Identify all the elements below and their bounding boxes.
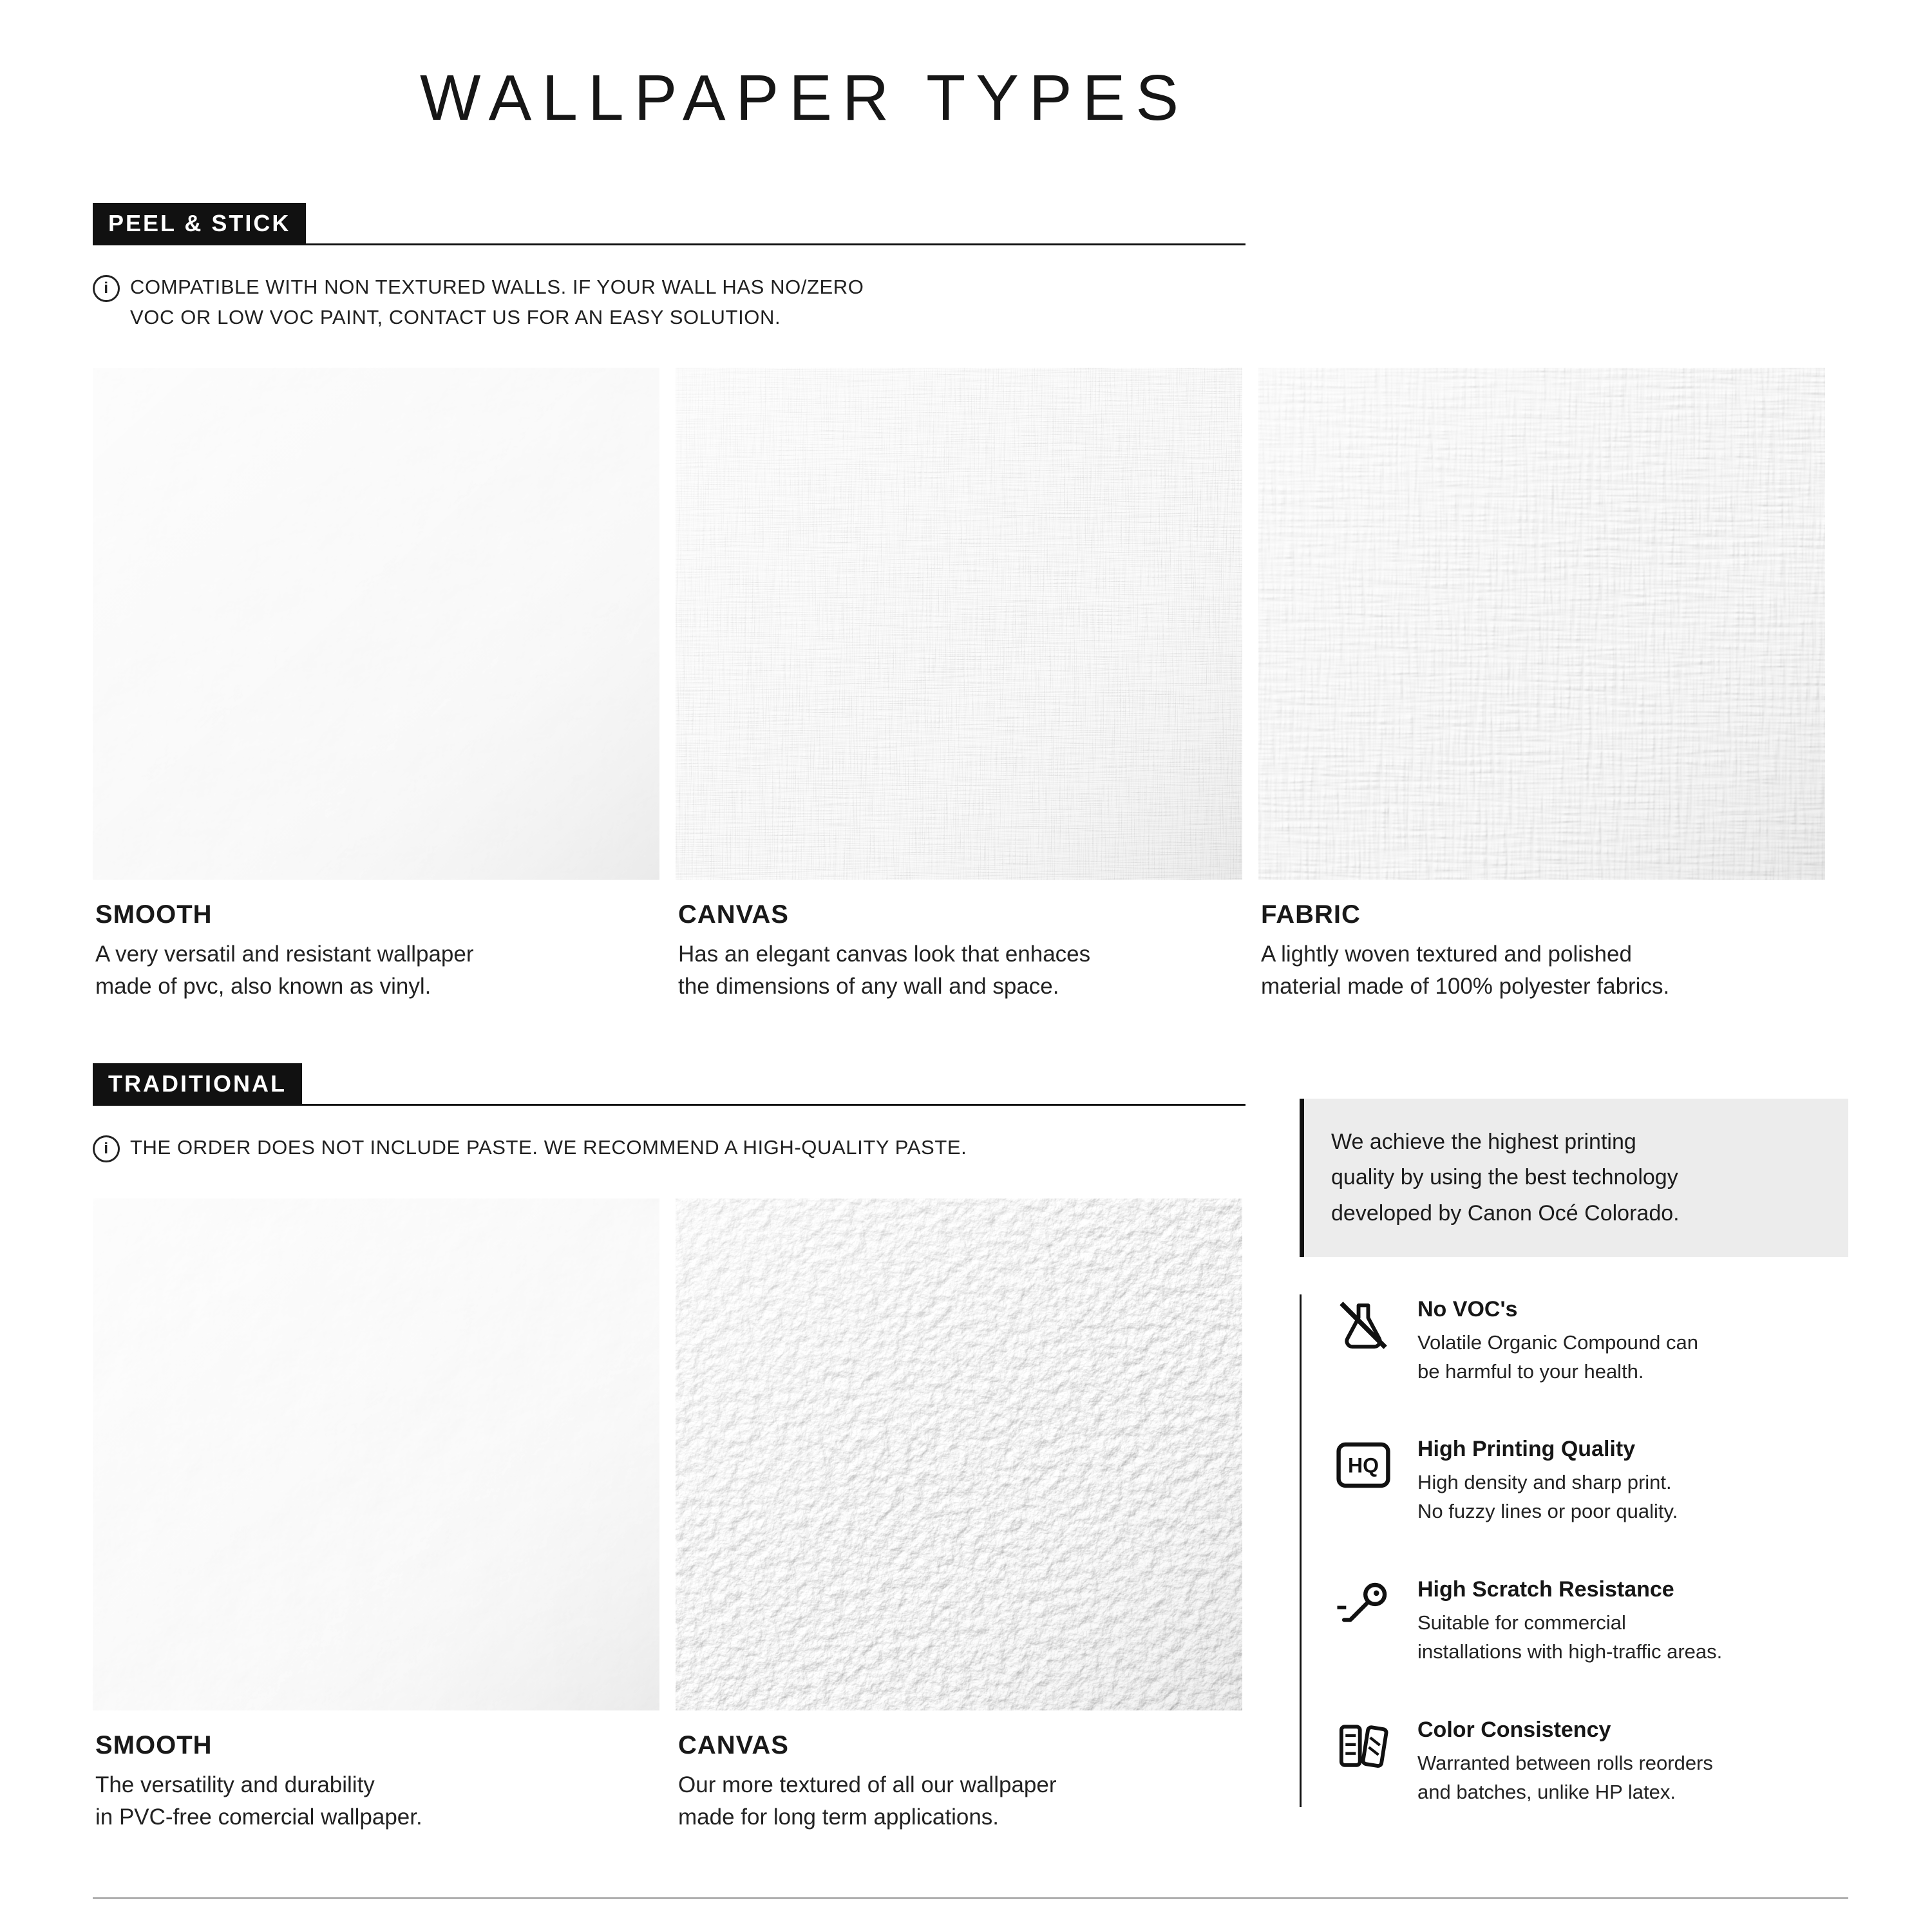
desc-line: The versatility and durability	[95, 1772, 375, 1797]
feature-description	[1417, 1329, 1698, 1387]
header-rule	[306, 243, 1245, 245]
card-caption	[93, 1731, 659, 1833]
card-description	[95, 938, 659, 1002]
card-description	[678, 1769, 1242, 1833]
hq-icon-label: HQ	[1348, 1454, 1379, 1478]
feature-text	[1417, 1294, 1698, 1387]
page-title: WALLPAPER TYPES	[419, 62, 1189, 134]
features-list	[1300, 1294, 1848, 1808]
card-description	[1261, 938, 1825, 1002]
desc-line: A very versatil and resistant wallpaper	[95, 942, 474, 967]
quality-line: quality by using the best technology	[1331, 1165, 1678, 1190]
feature-text	[1417, 1715, 1713, 1807]
fdesc-line: Suitable for commercial	[1417, 1611, 1626, 1634]
info-icon: i	[93, 1135, 120, 1162]
desc-line: made for long term applications.	[678, 1804, 999, 1830]
feature-no-voc	[1332, 1294, 1848, 1387]
quality-line: We achieve the highest printing	[1331, 1130, 1636, 1155]
feature-title: High Scratch Resistance	[1417, 1577, 1674, 1602]
feature-color-consistency	[1332, 1715, 1848, 1807]
feature-title: Color Consistency	[1417, 1718, 1611, 1743]
printing-quality-note	[1300, 1099, 1848, 1256]
texture-swatch-smooth-paper	[93, 1198, 659, 1710]
card-title: SMOOTH	[95, 900, 213, 929]
fdesc-line: Warranted between rolls reorders	[1417, 1752, 1713, 1775]
card-title: FABRIC	[1261, 900, 1361, 929]
card-caption	[676, 900, 1242, 1002]
hq-icon	[1332, 1434, 1394, 1496]
fdesc-line: High density and sharp print.	[1417, 1471, 1672, 1494]
card-traditional-canvas	[676, 1198, 1242, 1833]
section-traditional	[93, 1063, 1245, 1833]
feature-title: No VOC's	[1417, 1296, 1518, 1321]
card-title: SMOOTH	[95, 1730, 213, 1759]
no-voc-icon	[1332, 1294, 1394, 1356]
peel-stick-header	[93, 203, 1245, 245]
card-title: CANVAS	[678, 900, 789, 929]
desc-line: material made of 100% polyester fabrics.	[1261, 973, 1670, 999]
desc-line: the dimensions of any wall and space.	[678, 973, 1059, 999]
feature-description	[1417, 1609, 1722, 1667]
quality-line: developed by Canon Océ Colorado.	[1331, 1200, 1680, 1226]
desc-line: Has an elegant canvas look that enhaces	[678, 942, 1091, 967]
peel-stick-note	[93, 272, 1848, 332]
traditional-header	[93, 1063, 1245, 1106]
desc-line: A lightly woven textured and polished	[1261, 942, 1632, 967]
section-peel-stick	[93, 203, 1848, 1002]
card-peel-smooth	[93, 368, 659, 1002]
traditional-tag: TRADITIONAL	[93, 1063, 302, 1106]
bottom-divider	[93, 1897, 1848, 1899]
note-line: THE ORDER DOES NOT INCLUDE PASTE. WE RECOMMEND A HIGH-QUALITY PASTE.	[130, 1136, 967, 1159]
note-line: VOC OR LOW VOC PAINT, CONTACT US FOR AN EASY SOLUTION.	[130, 305, 781, 328]
texture-swatch-woven-fabric	[1258, 368, 1825, 880]
peel-stick-tag: PEEL & STICK	[93, 203, 306, 245]
desc-line: made of pvc, also known as vinyl.	[95, 973, 431, 999]
feature-scratch-resistance	[1332, 1575, 1848, 1667]
fdesc-line: Volatile Organic Compound can	[1417, 1331, 1698, 1354]
desc-line: in PVC-free comercial wallpaper.	[95, 1804, 422, 1830]
texture-swatch-rough-canvas	[676, 1198, 1242, 1710]
card-title: CANVAS	[678, 1730, 789, 1759]
bottom-section	[93, 1063, 1848, 1833]
fdesc-line: and batches, unlike HP latex.	[1417, 1781, 1676, 1804]
info-icon: i	[93, 275, 120, 302]
peel-stick-cards	[93, 368, 1848, 1002]
header-rule	[302, 1104, 1245, 1106]
card-caption	[676, 1731, 1242, 1833]
card-caption	[1258, 900, 1825, 1002]
color-swatches-icon	[1332, 1715, 1394, 1777]
note-line: COMPATIBLE WITH NON TEXTURED WALLS. IF YOUR WALL HAS NO/ZERO	[130, 276, 864, 298]
traditional-note-text	[130, 1133, 967, 1163]
card-description	[678, 938, 1242, 1002]
fdesc-line: No fuzzy lines or poor quality.	[1417, 1500, 1678, 1523]
card-traditional-smooth	[93, 1198, 659, 1833]
card-description	[95, 1769, 659, 1833]
feature-text	[1417, 1575, 1722, 1667]
quality-sidebar	[1300, 1063, 1848, 1833]
texture-swatch-smooth-vinyl	[93, 368, 659, 880]
feature-description	[1417, 1468, 1678, 1526]
card-caption	[93, 900, 659, 1002]
fdesc-line: installations with high-traffic areas.	[1417, 1640, 1723, 1663]
feature-high-printing-quality	[1332, 1434, 1848, 1526]
peel-stick-note-text	[130, 272, 864, 332]
feature-text	[1417, 1434, 1678, 1526]
feature-title: High Printing Quality	[1417, 1437, 1636, 1462]
desc-line: Our more textured of all our wallpaper	[678, 1772, 1057, 1797]
fdesc-line: be harmful to your health.	[1417, 1359, 1644, 1383]
feature-description	[1417, 1749, 1713, 1807]
traditional-note	[93, 1133, 1245, 1163]
card-peel-fabric	[1258, 368, 1825, 1002]
card-peel-canvas	[676, 368, 1242, 1002]
traditional-cards	[93, 1198, 1245, 1833]
texture-swatch-fine-canvas	[676, 368, 1242, 880]
key-scratch-icon	[1332, 1575, 1394, 1636]
